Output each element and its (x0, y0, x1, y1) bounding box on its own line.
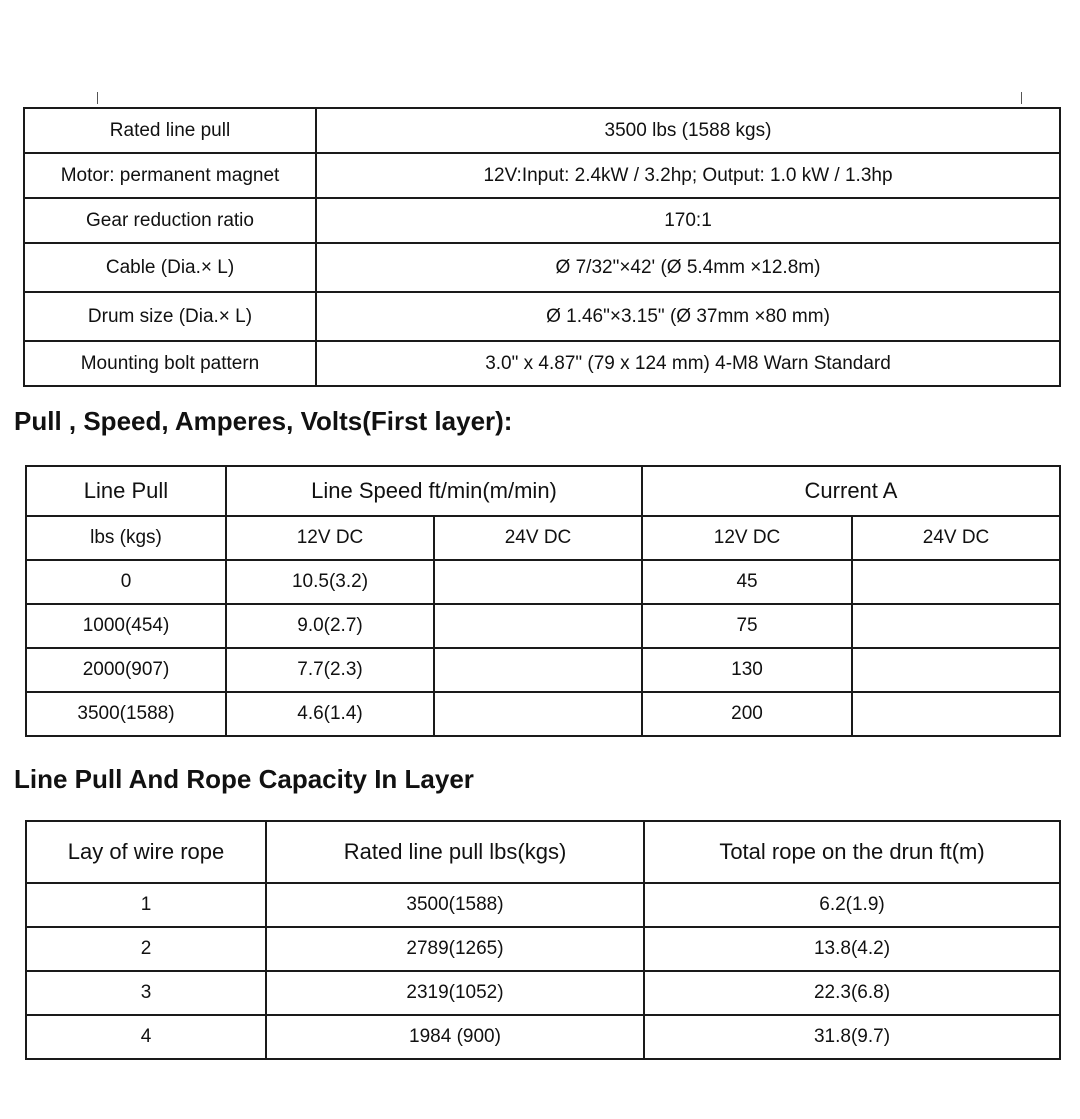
speed-12v-cell: 9.0(2.7) (226, 604, 434, 648)
speed-current-table (25, 465, 1061, 737)
rated-pull-header: Rated line pull lbs(kgs) (266, 821, 644, 883)
current-12v-cell: 130 (642, 648, 852, 692)
table-subheader-row (26, 516, 1060, 560)
pull-cell: 3500(1588) (26, 692, 226, 736)
table-row (26, 927, 1060, 971)
total-rope-cell: 22.3(6.8) (644, 971, 1060, 1015)
table-row (26, 560, 1060, 604)
table-header-row (26, 821, 1060, 883)
current-12v-cell: 75 (642, 604, 852, 648)
speed-12v-header: 12V DC (226, 516, 434, 560)
spec-value: 3500 lbs (1588 kgs) (316, 108, 1060, 153)
table-row (26, 648, 1060, 692)
speed-24v-cell (434, 692, 642, 736)
rope-capacity-table (25, 820, 1061, 1060)
current-24v-cell (852, 648, 1060, 692)
table-row (26, 971, 1060, 1015)
rated-pull-cell: 1984 (900) (266, 1015, 644, 1059)
pull-cell: 2000(907) (26, 648, 226, 692)
current-24v-cell (852, 560, 1060, 604)
right-tick-mark (1021, 92, 1022, 104)
layer-cell: 3 (26, 971, 266, 1015)
current-24v-header: 24V DC (852, 516, 1060, 560)
table-row (24, 153, 1060, 198)
table-row (24, 198, 1060, 243)
spec-label: Cable (Dia.× L) (24, 243, 316, 292)
table-row (26, 692, 1060, 736)
layer-cell: 2 (26, 927, 266, 971)
current-12v-cell: 45 (642, 560, 852, 604)
rope-section-heading: Line Pull And Rope Capacity In Layer (14, 764, 474, 794)
table-row (24, 243, 1060, 292)
table-row (26, 604, 1060, 648)
layer-cell: 1 (26, 883, 266, 927)
pull-cell: 0 (26, 560, 226, 604)
table-row (26, 883, 1060, 927)
spec-value: Ø 7/32"×42' (Ø 5.4mm ×12.8m) (316, 243, 1060, 292)
speed-24v-header: 24V DC (434, 516, 642, 560)
pull-cell: 1000(454) (26, 604, 226, 648)
speed-12v-cell: 7.7(2.3) (226, 648, 434, 692)
total-rope-cell: 6.2(1.9) (644, 883, 1060, 927)
current-header: Current A (642, 466, 1060, 516)
rated-pull-cell: 2319(1052) (266, 971, 644, 1015)
speed-section-heading: Pull , Speed, Amperes, Volts(First layer): (14, 406, 513, 436)
table-row (24, 292, 1060, 341)
spec-label: Gear reduction ratio (24, 198, 316, 243)
spec-label: Motor: permanent magnet (24, 153, 316, 198)
rated-pull-cell: 2789(1265) (266, 927, 644, 971)
line-pull-header: Line Pull (26, 466, 226, 516)
spec-value: 170:1 (316, 198, 1060, 243)
unit-header: lbs (kgs) (26, 516, 226, 560)
table-row (24, 108, 1060, 153)
speed-24v-cell (434, 604, 642, 648)
spec-value: 12V:Input: 2.4kW / 3.2hp; Output: 1.0 kW / 1.3hp (316, 153, 1060, 198)
left-tick-mark (97, 92, 98, 104)
layer-header: Lay of wire rope (26, 821, 266, 883)
speed-12v-cell: 10.5(3.2) (226, 560, 434, 604)
table-row (26, 1015, 1060, 1059)
current-12v-cell: 200 (642, 692, 852, 736)
current-24v-cell (852, 604, 1060, 648)
total-rope-cell: 13.8(4.2) (644, 927, 1060, 971)
rated-pull-cell: 3500(1588) (266, 883, 644, 927)
total-rope-header: Total rope on the drun ft(m) (644, 821, 1060, 883)
spec-label: Drum size (Dia.× L) (24, 292, 316, 341)
total-rope-cell: 31.8(9.7) (644, 1015, 1060, 1059)
current-12v-header: 12V DC (642, 516, 852, 560)
spec-label: Mounting bolt pattern (24, 341, 316, 386)
table-header-row (26, 466, 1060, 516)
layer-cell: 4 (26, 1015, 266, 1059)
specifications-table (23, 107, 1061, 387)
line-speed-header: Line Speed ft/min(m/min) (226, 466, 642, 516)
speed-24v-cell (434, 648, 642, 692)
speed-24v-cell (434, 560, 642, 604)
spec-value: 3.0" x 4.87" (79 x 124 mm) 4-M8 Warn Standard (316, 341, 1060, 386)
speed-12v-cell: 4.6(1.4) (226, 692, 434, 736)
spec-label: Rated line pull (24, 108, 316, 153)
table-row (24, 341, 1060, 386)
current-24v-cell (852, 692, 1060, 736)
spec-value: Ø 1.46"×3.15" (Ø 37mm ×80 mm) (316, 292, 1060, 341)
